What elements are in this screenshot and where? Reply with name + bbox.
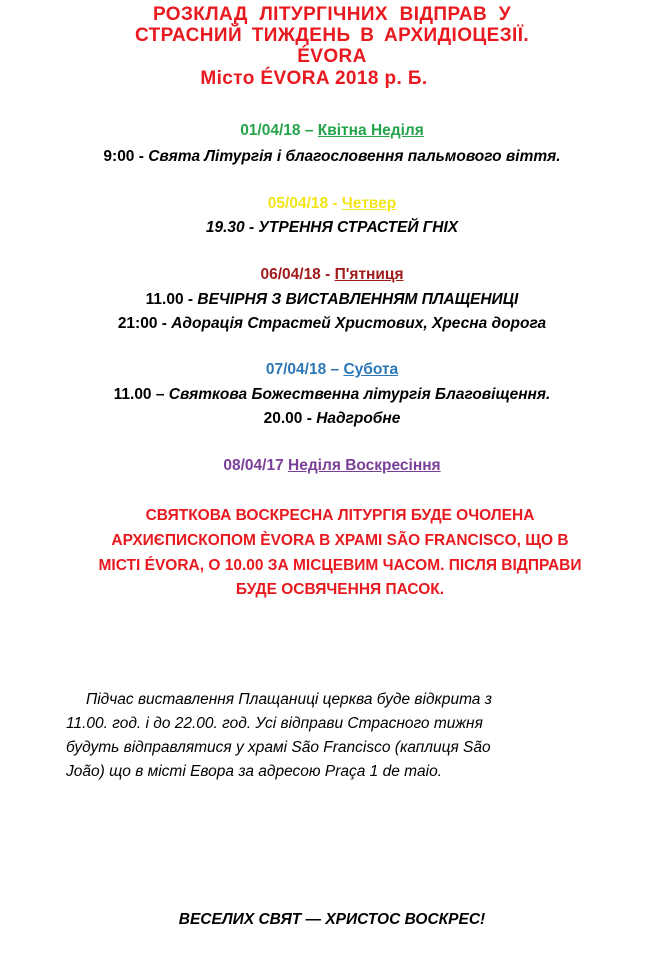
saturday-event-1 bbox=[0, 385, 664, 405]
event-text: Адорація Страстей Христових, Хресна дорога bbox=[171, 315, 547, 332]
palm-sunday-event-1 bbox=[0, 147, 664, 167]
easter-day: Неділя Воскресіння bbox=[288, 457, 441, 474]
palm-sunday-date: 01/04/18 – bbox=[240, 122, 318, 139]
event-text: Надгробне bbox=[316, 410, 401, 427]
saturday-heading bbox=[0, 360, 664, 380]
thursday-event-1 bbox=[0, 218, 664, 238]
title-line-2: СТРАСНИЙ ТИЖДЕНЬ В АРХИДІОЦЕЗІЇ. bbox=[134, 25, 530, 46]
info-line-4: João) що в місті Евора за адресою Praça 1 de maio. bbox=[66, 763, 443, 780]
event-text: Свята Літургія і благословення пальмового віття. bbox=[148, 148, 561, 165]
friday-event-2 bbox=[0, 314, 664, 334]
thursday-day: Четвер bbox=[341, 195, 397, 212]
easter-date: 08/04/17 bbox=[223, 457, 289, 474]
saturday-day: Субота bbox=[343, 361, 399, 378]
thursday-date: 05/04/18 - bbox=[267, 195, 342, 212]
announcement-line-1: СВЯТКОВА ВОСКРЕСНА ЛІТУРГІЯ БУДЕ ОЧОЛЕНА bbox=[145, 507, 535, 524]
announcement-line-2: АРХИЄПИСКОПОМ ÈVORA В ХРАМІ SÃO FRANCISCO, ЩО В bbox=[111, 532, 569, 549]
announcement-line-3: МІСТІ ÉVORA, О 10.00 ЗА МІСЦЕВИМ ЧАСОМ. ПІСЛЯ ВІДПРАВИ bbox=[98, 557, 582, 574]
thursday-heading bbox=[0, 194, 664, 214]
title-line-4: Місто ÉVORA 2018 р. Б. bbox=[200, 68, 428, 89]
palm-sunday-day: Квітна Неділя bbox=[317, 122, 424, 139]
friday-day: П'ятниця bbox=[334, 266, 404, 283]
info-line-3: будуть відправлятися у храмі São Francisco (каплиця São bbox=[66, 739, 491, 756]
friday-event-1 bbox=[0, 290, 664, 310]
closing-greeting: ВЕСЕЛИХ СВЯТ — ХРИСТОС ВОСКРЕС! bbox=[178, 911, 486, 928]
event-text: ВЕЧІРНЯ З ВИСТАВЛЕННЯМ ПЛАЩЕНИЦІ bbox=[197, 291, 519, 308]
friday-heading bbox=[0, 265, 664, 285]
saturday-date: 07/04/18 – bbox=[265, 361, 344, 378]
event-time: 20.00 - bbox=[263, 410, 317, 427]
info-line-2: 11.00. год. і до 22.00. год. Усі відправи Страсного тижня bbox=[66, 715, 483, 732]
event-text: Святкова Божественна літургія Благовіщення. bbox=[168, 386, 551, 403]
event-time: 9:00 - bbox=[103, 148, 149, 165]
title-line-3: ÉVORA bbox=[297, 46, 367, 67]
event-time: 11.00 – bbox=[113, 386, 169, 403]
event-text: 19.30 - УТРЕННЯ СТРАСТЕЙ ГНІХ bbox=[205, 219, 459, 236]
friday-date: 06/04/18 - bbox=[260, 266, 335, 283]
palm-sunday-heading bbox=[0, 121, 664, 141]
event-time: 21:00 - bbox=[117, 315, 172, 332]
event-time: 11.00 - bbox=[145, 291, 198, 308]
easter-heading bbox=[0, 456, 664, 476]
saturday-event-2 bbox=[0, 409, 664, 429]
info-line-1: Підчас виставлення Плащаниці церква буде відкрита з bbox=[86, 691, 492, 708]
title-line-1: РОЗКЛАД ЛІТУРГІЧНИХ ВІДПРАВ У bbox=[152, 4, 512, 25]
info-paragraph bbox=[66, 688, 646, 784]
announcement-line-4: БУДЕ ОСВЯЧЕННЯ ПАСОК. bbox=[235, 581, 445, 598]
